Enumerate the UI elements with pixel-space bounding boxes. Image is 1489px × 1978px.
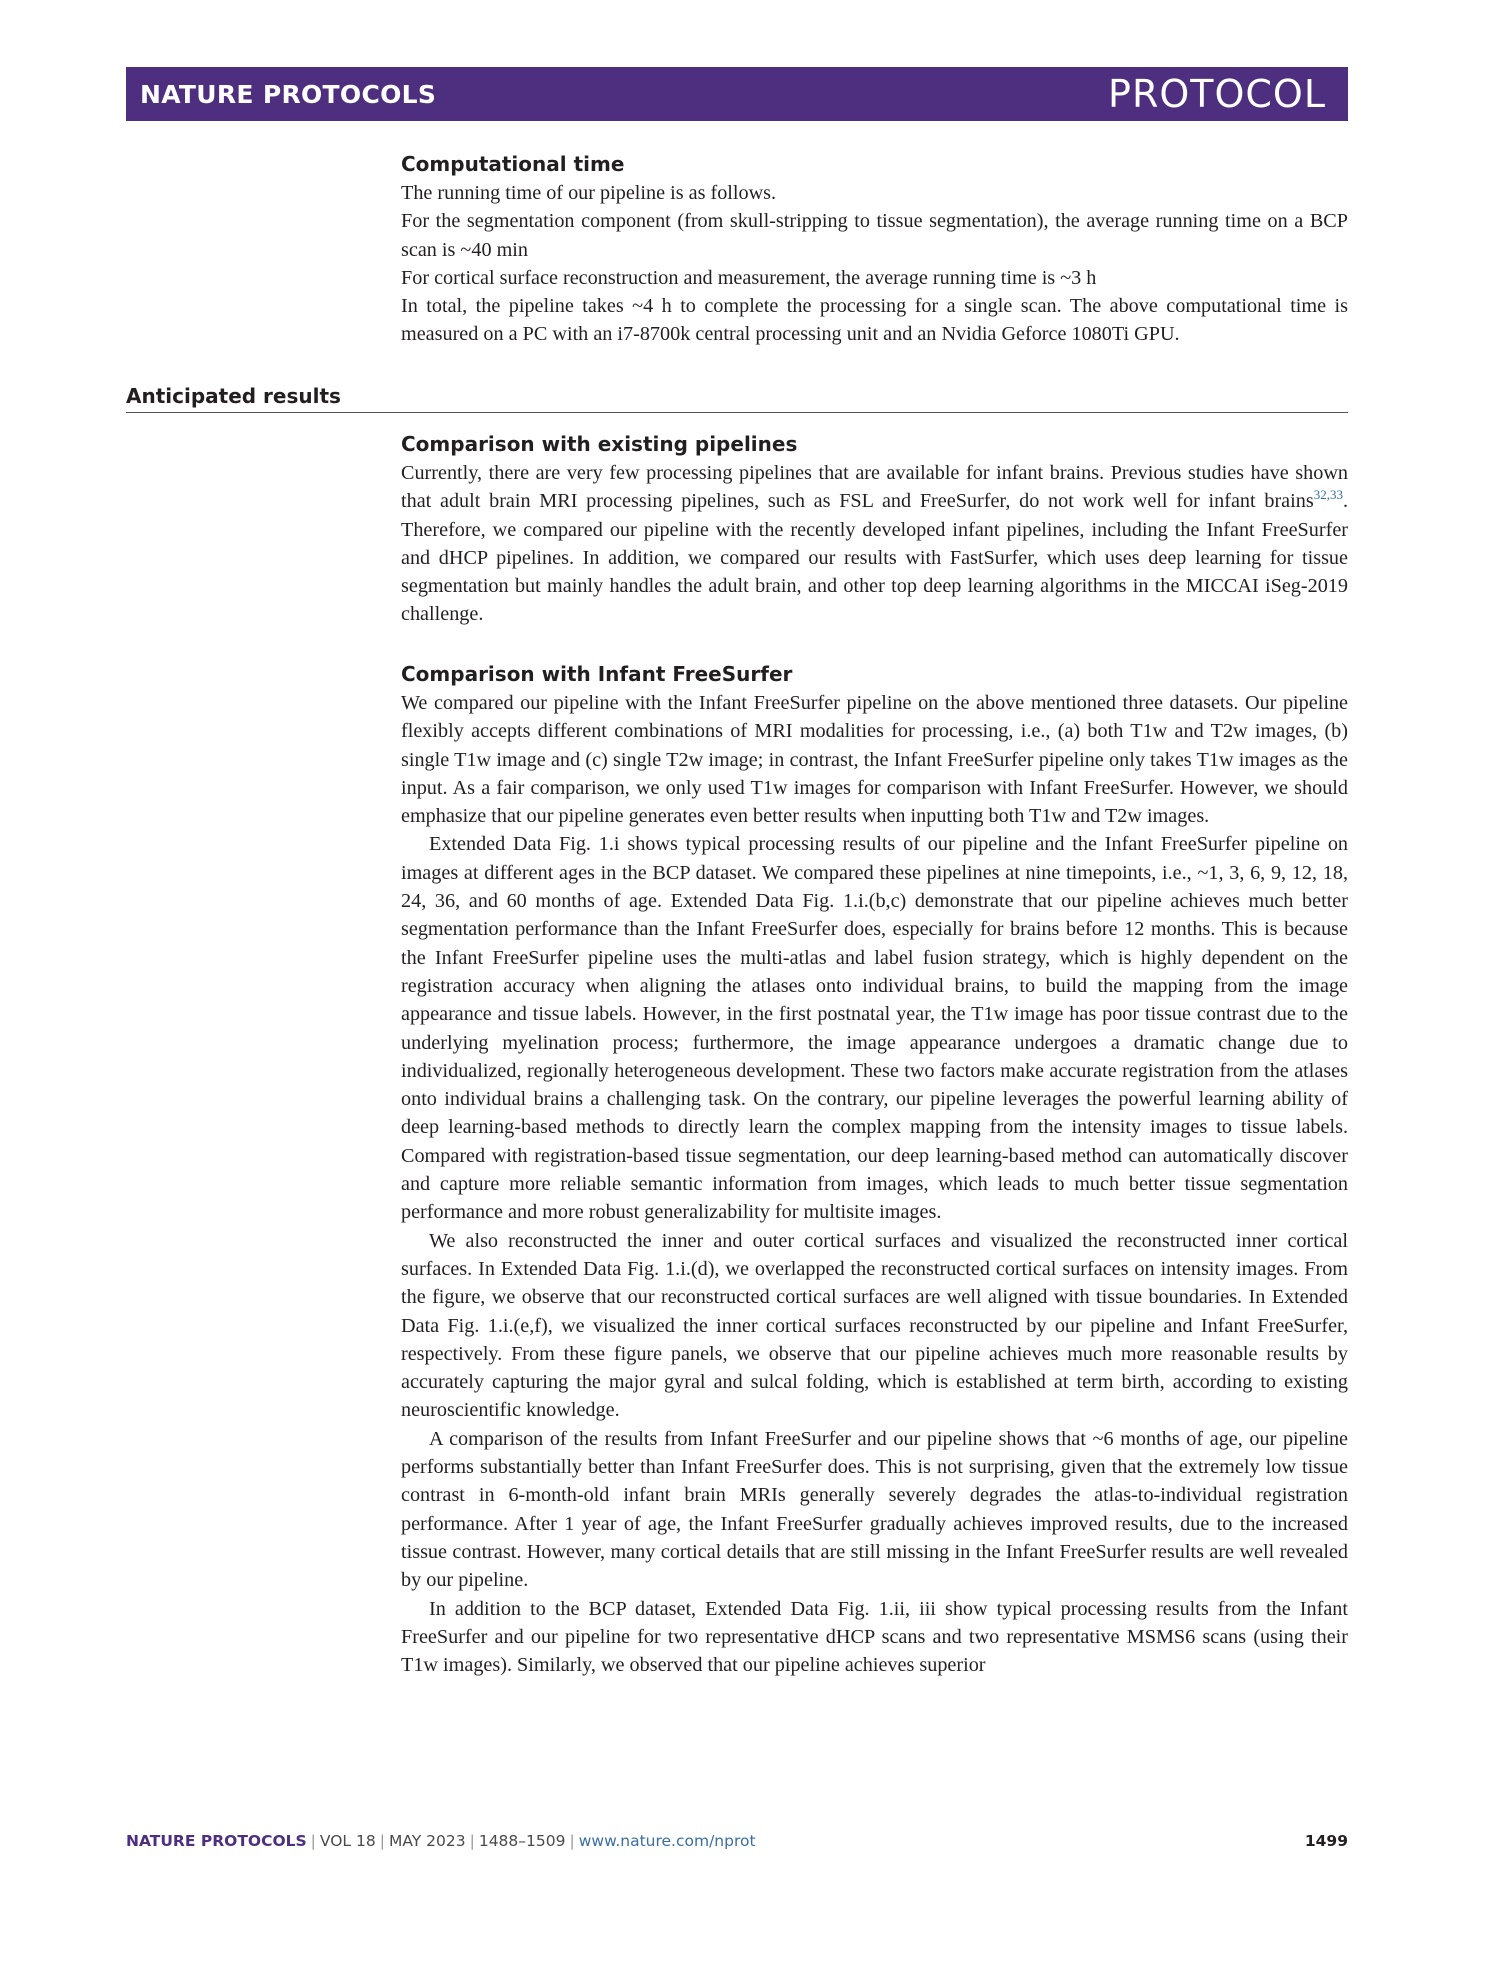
- paragraph-text: . Therefore, we compared our pipeline with the recently developed infant pipelines, including the Infant FreeSurfer and dHCP pipelines. In addition, we compared our results with FastSurfer, which uses deep learning for tissue segmentation but mainly handles the adult brain, and other top deep learning algorithms in the MICCAI iSeg-2019 challenge.: [401, 490, 1348, 626]
- body-paragraph: We compared our pipeline with the Infant FreeSurfer pipeline on the above mentioned three datasets. Our pipeline flexibly accepts different combinations of MRI modalities for processing, i.e., (a) both T1w and T2w images, (b) single T1w image and (c) single T2w image; in contrast, the Infant FreeSurfer pipeline only takes T1w images as the input. As a fair comparison, we only used T1w images for comparison with Infant FreeSurfer. However, we should emphasize that our pipeline generates even better results when inputting both T1w and T2w images.: [401, 692, 1348, 828]
- paragraph-text: Currently, there are very few processing pipelines that are available for infant brains. Previous studies have shown that adult brain MRI processing pipelines, such as FSL and FreeSurfer, do not work well for infant brains: [401, 462, 1348, 513]
- body-paragraph: In addition to the BCP dataset, Extended Data Fig. 1.ii, iii show typical processing results from the Infant FreeSurfer and our pipeline for two representative dHCP scans and two representative MSMS6 scans (using their T1w images). Similarly, we observed that our pipeline achieves superior: [401, 1597, 1348, 1677]
- comparison-existing-paragraph: [401, 459, 1348, 629]
- computational-time-line: The running time of our pipeline is as follows.: [401, 182, 777, 204]
- computational-time-line: For cortical surface reconstruction and measurement, the average running time is ~3 h: [401, 266, 1097, 289]
- footer-volume: VOL 18: [319, 1832, 376, 1850]
- comparison-existing-section: [401, 432, 1348, 629]
- body-paragraph: A comparison of the results from Infant FreeSurfer and our pipeline shows that ~6 months of age, our pipeline performs substantially better than Infant FreeSurfer does. This is not surprising, given that the extremely low tissue contrast in 6-month-old infant brain MRIs generally severely degrades the atlas-to-individual registration performance. After 1 year of age, the Infant FreeSurfer gradually achieves improved results, due to the increased tissue contrast. However, many cortical details that are still missing in the Infant FreeSurfer results are well revealed by our pipeline.: [401, 1427, 1348, 1592]
- computational-time-line: In total, the pipeline takes ~4 h to complete the processing for a single scan. The above computational time is measured on a PC with an i7-8700k central processing unit and an Nvidia Geforce 1080Ti GPU.: [401, 295, 1348, 346]
- reference-link[interactable]: 32,33: [1313, 487, 1343, 503]
- footer-date: MAY 2023: [388, 1832, 466, 1850]
- computational-time-section: [401, 152, 1348, 349]
- anticipated-results-section-head: [126, 384, 1348, 413]
- page-footer: [126, 1832, 1348, 1850]
- article-type: PROTOCOL: [1108, 72, 1326, 116]
- computational-time-line: For the segmentation component (from skull-stripping to tissue segmentation), the average running time on a BCP scan is ~40 min: [401, 210, 1348, 261]
- footer-pages: 1488–1509: [478, 1832, 566, 1850]
- footer-journal: NATURE PROTOCOLS: [126, 1832, 307, 1850]
- body-paragraph: We also reconstructed the inner and outer cortical surfaces and visualized the reconstructed inner cortical surfaces. In Extended Data Fig. 1.i.(d), we overlapped the reconstructed cortical surfaces on intensity images. From the figure, we observe that our reconstructed cortical surfaces are well aligned with tissue boundaries. In Extended Data Fig. 1.i.(e,f), we visualized the inner cortical surfaces reconstructed by our pipeline and Infant FreeSurfer, respectively. From these figure panels, we observe that our pipeline achieves much more reasonable results by accurately capturing the major gyral and sulcal folding, which is established at term birth, according to existing neuroscientific knowledge.: [401, 1229, 1348, 1422]
- journal-header-bar: [126, 67, 1348, 121]
- footer-citation: NATURE PROTOCOLS | VOL 18 | MAY 2023 | 1488–1509 | www.nature.com/nprot: [126, 1832, 756, 1850]
- comparison-existing-heading: Comparison with existing pipelines: [401, 432, 798, 456]
- comparison-infant-heading: Comparison with Infant FreeSurfer: [401, 662, 793, 686]
- body-paragraph: Extended Data Fig. 1.i shows typical processing results of our pipeline and the Infant FreeSurfer pipeline on images at different ages in the BCP dataset. We compared these pipelines at nine timepoints, i.e., ~1, 3, 6, 9, 12, 18, 24, 36, and 60 months of age. Extended Data Fig. 1.i.(b,c) demonstrate that our pipeline achieves much better segmentation performance than the Infant FreeSurfer does, especially for brains before 12 months. This is because the Infant FreeSurfer pipeline uses the multi-atlas and label fusion strategy, which is highly dependent on the registration accuracy when aligning the atlases onto individual brains, to build the mapping from the image appearance and tissue labels. However, in the first postnatal year, the T1w image has poor tissue contrast due to the underlying myelination process; furthermore, the image appearance undergoes a dramatic change due to individualized, regionally heterogeneous development. These two factors make accurate registration from the atlases onto individual brains a challenging task. On the contrary, our pipeline leverages the powerful learning ability of deep learning-based methods to directly learn the complex mapping from the intensity images to tissue labels. Compared with registration-based tissue segmentation, our deep learning-based method can automatically discover and capture more reliable semantic information from images, which leads to much better tissue segmentation performance and more robust generalizability for multisite images.: [401, 833, 1348, 1224]
- page-number: 1499: [1304, 1832, 1348, 1850]
- footer-url-link[interactable]: www.nature.com/nprot: [578, 1832, 756, 1850]
- comparison-infant-section: [401, 662, 1348, 1679]
- journal-name: NATURE PROTOCOLS: [140, 79, 437, 109]
- computational-time-heading: Computational time: [401, 152, 625, 176]
- anticipated-results-heading: Anticipated results: [126, 384, 341, 408]
